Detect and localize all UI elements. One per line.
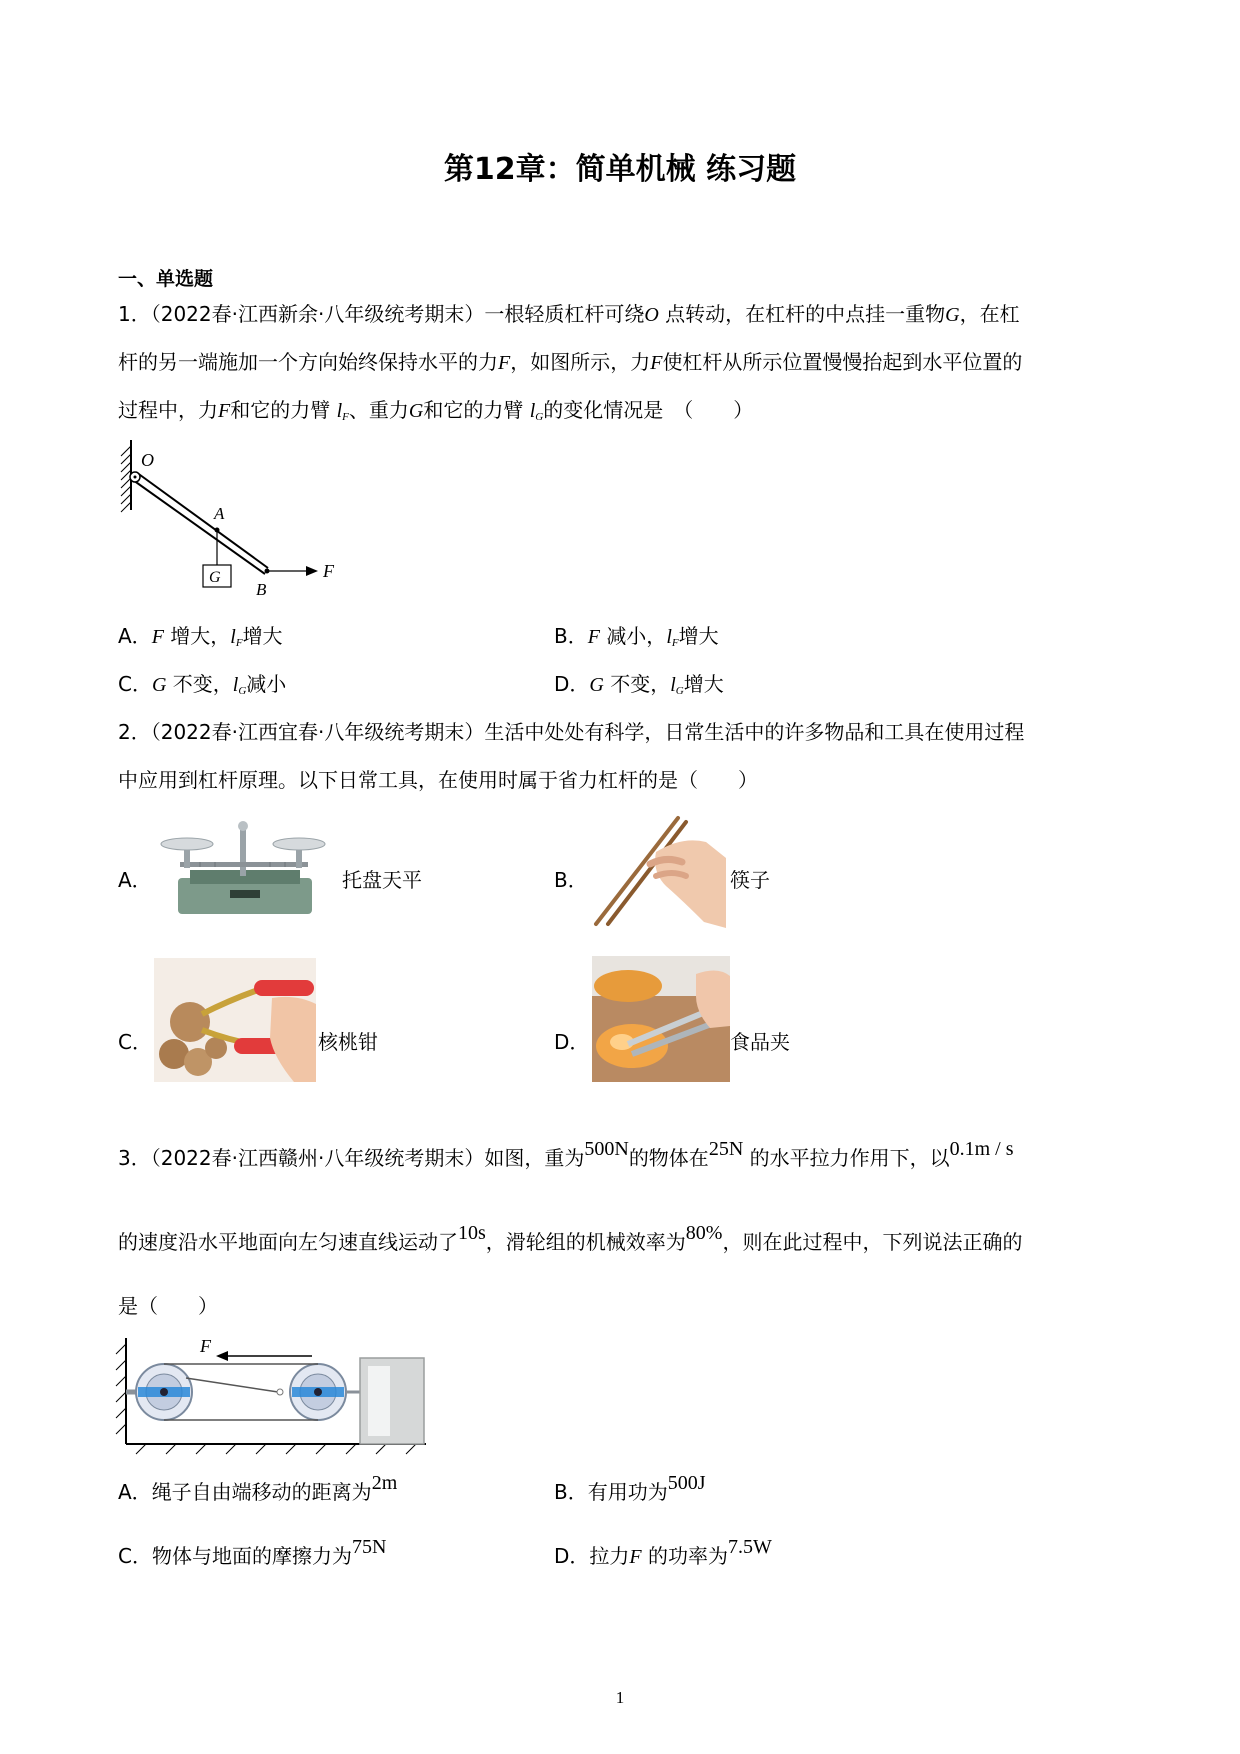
force-arrow <box>306 566 318 576</box>
q1-line-3: 过程中，力F和它的力臂 lF、重力G和它的力臂 lG的变化情况是 （ ） <box>118 398 754 423</box>
label-g: G <box>209 569 221 586</box>
q3-line-3: 是（ ） <box>118 1294 218 1318</box>
q3-line-1: 3．（2022春·江西赣州·八年级统考期末）如图，重为500N的物体在25N 的水平拉力作用下，以0.1m / s <box>118 1138 1014 1170</box>
q1-lever-figure <box>118 440 348 600</box>
q1-option-d[interactable]: D．G 不变，lG增大 <box>554 672 724 697</box>
q1-option-b[interactable]: B．F 减小，lF增大 <box>554 624 719 649</box>
balance-image <box>160 818 328 918</box>
q2-option-a-label[interactable]: A． <box>118 868 152 892</box>
q2-option-d-text: 食品夹 <box>730 1030 790 1054</box>
q2-option-b-text: 筷子 <box>730 868 770 892</box>
nutcracker-image <box>154 958 316 1082</box>
label-b: B <box>256 580 267 599</box>
q3-pulley-figure <box>116 1338 432 1456</box>
q3-line-2: 的速度沿水平地面向左匀速直线运动了10s，滑轮组的机械效率为80%，则在此过程中，下列说法正确的 <box>118 1222 1023 1254</box>
q1-line-1: 1．（2022春·江西新余·八年级统考期末）一根轻质杠杆可绕O 点转动，在杠杆的中点挂一重物G，在杠 <box>118 302 1020 326</box>
q3-option-d[interactable]: D．拉力F 的功率为7.5W <box>554 1536 772 1568</box>
q2-option-a-text: 托盘天平 <box>342 868 422 892</box>
q2-option-c-label[interactable]: C． <box>118 1030 152 1054</box>
food-tongs-image <box>592 956 730 1082</box>
q2-line-2: 中应用到杠杆原理。以下日常工具，在使用时属于省力杠杆的是（ ） <box>118 768 758 792</box>
q1-option-a[interactable]: A．F 增大，lF增大 <box>118 624 283 649</box>
label-a: A <box>214 504 225 523</box>
q3-option-c[interactable]: C．物体与地面的摩擦力为75N <box>118 1536 387 1568</box>
q2-option-d-label[interactable]: D． <box>554 1030 590 1054</box>
chopsticks-image <box>586 812 726 928</box>
q2-option-b-label[interactable]: B． <box>554 868 588 892</box>
page-number: 1 <box>615 1688 625 1707</box>
q1-option-c[interactable]: C．G 不变，lG减小 <box>118 672 287 697</box>
label-f: F <box>200 1336 211 1356</box>
q2-option-c-text: 核桃钳 <box>318 1030 378 1054</box>
document-title: 第12章：简单机械 练习题 <box>443 152 797 187</box>
pull-arrow <box>216 1351 228 1361</box>
label-o: O <box>141 450 154 470</box>
q2-line-1: 2．（2022春·江西宜春·八年级统考期末）生活中处处有科学，日常生活中的许多物品和工具在使用过程 <box>118 720 1025 744</box>
label-f: F <box>323 561 334 581</box>
section-heading: 一、单选题 <box>118 268 214 290</box>
q3-option-a[interactable]: A．绳子自由端移动的距离为2m <box>118 1472 398 1504</box>
q3-option-b[interactable]: B．有用功为500J <box>554 1472 706 1504</box>
q1-line-2: 杆的另一端施加一个方向始终保持水平的力F，如图所示，力F使杠杆从所示位置慢慢抬起到水平位置的 <box>118 350 1023 374</box>
